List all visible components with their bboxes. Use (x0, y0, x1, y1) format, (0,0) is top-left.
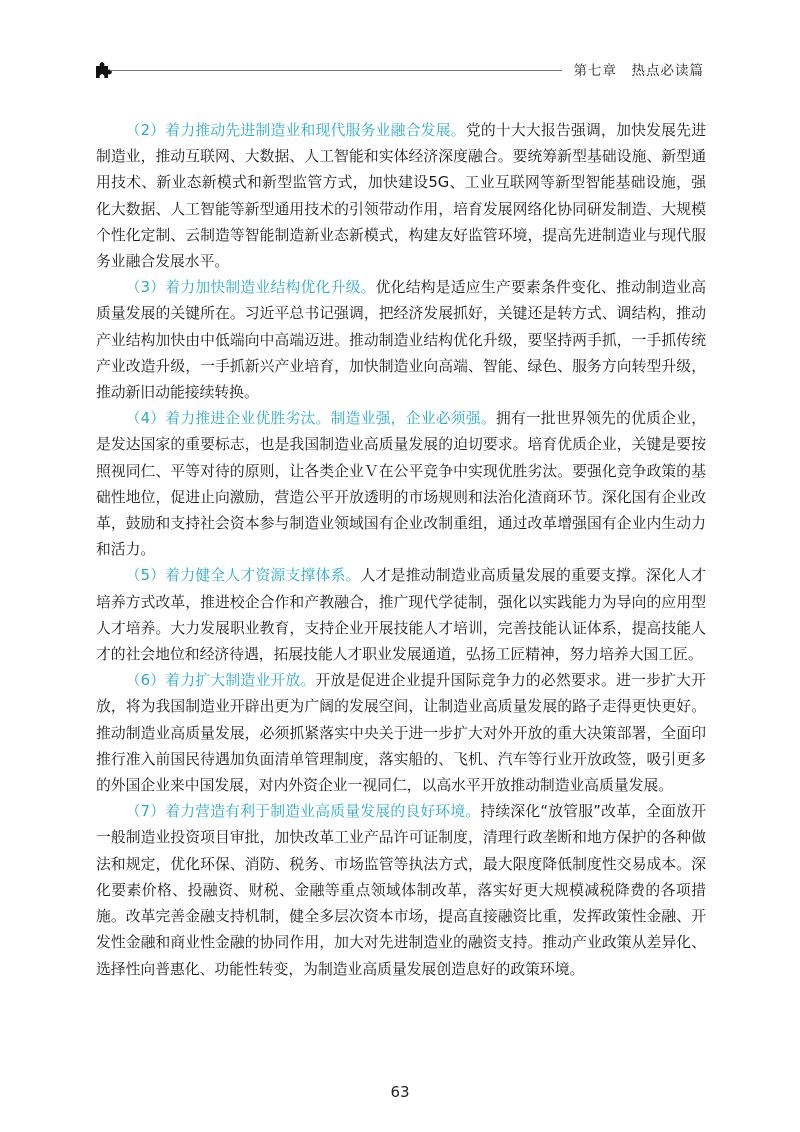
paragraph-heading: （2）着力推动先进制造业和现代服务业融合发展。 (125, 122, 466, 139)
header-rule (110, 70, 562, 71)
paragraph (96, 799, 706, 982)
paragraph-text: 人才是推动制造业高质量发展的重要支撑。深化人才培养方式改革，推进校企合作和产教融合，推广现代学徒制，强化以实践能力为导向的应用型人才培养。大力发展职业教育，支持企业开展技能人才培训，完善技能认证体系，提高技能人才的社会地位和经济待遇，拓展技能人才职业发展通道，弘扬工匠精神，努力培养大国工匠。 (96, 567, 706, 664)
chapter-title: 第七章 热点必读篇 (573, 63, 704, 79)
paragraph (96, 406, 706, 563)
paragraph-heading: （6）着力扩大制造业开放。 (125, 672, 316, 690)
paragraph-heading: （4）着力推进企业优胜劣汰。制造业强，企业必须强。 (125, 410, 496, 428)
paragraph-heading: （3）着力加快制造业结构优化升级。 (125, 279, 376, 297)
body-text (96, 118, 706, 983)
paragraph-text: 优化结构是适应生产要素条件变化、推动制造业高质量发展的关键所在。习近平总书记强调，把经济发展抓好，关键还是转方式、调结构，推动产业结构加快由中低端向中高端迈进。推动制造业结构优化升级，要坚持两手抓，一手抓传统产业改造升级，一手抓新兴产业培育，加快制造业向高端、智能、绿色、服务方向转型升级，推动新旧动能接续转换。 (96, 279, 706, 402)
paragraph-text: 持续深化“放管服”改革，全面放开一般制造业投资项目审批，加快改革工业产品许可证制度，清理行政垄断和地方保护的各种做法和规定，优化环保、消防、税务、市场监管等执法方式，最大限度降低制度性交易成本。深化要素价格、投融资、财税、金融等重点领域体制改革，落实好更大规模减税降费的各项措施。改革完善金融支持机制，健全多层次资本市场，提高直接融资比重，发挥政策性金融、开发性金融和商业性金融的协同作用，加大对先进制造业的融资支持。推动产业政策从差异化、选择性向普惠化、功能性转变，为制造业高质量发展创造息好的政策环境。 (96, 803, 706, 978)
paragraph (96, 563, 706, 668)
puzzle-icon (94, 62, 112, 80)
paragraph-text: 拥有一批世界领先的优质企业，是发达国家的重要标志，也是我国制造业高质量发展的迫切要求。培育优质企业，关键是要按照视同仁、平等对待的原则，让各类企业Ｖ在公平竞争中实现优胜劣汰。要强化竞争政策的基础性地位，促进止向激励，营造公平开放透明的市场规则和法治化渣商环节。深化国有企业改革，鼓励和支持社会资本参与制造业领域国有企业改制重组，通过改革增强国有企业内生动力和活力。 (96, 410, 706, 559)
paragraph-heading: （5）着力健全人才资源支撑体系。 (125, 567, 361, 585)
page-number: 63 (390, 1083, 410, 1101)
paragraph (96, 668, 706, 799)
paragraph (96, 275, 706, 406)
running-header (94, 62, 704, 82)
paragraph-text: 党的十大大报告强调，加快发展先进制造业，推动互联网、大数据、人工智能和实体经济深度融合。要统筹新型基础设施、新型通用技术、新业态新模式和新型监管方式，加快建设5G、工业互联网等新型智能基础设施，强化大数据、人工智能等新型通用技术的引领带动作用，培育发展网络化协同研发制造、大规模个性化定制、云制造等智能制造新业态新模式，构建友好监管环境，提高先进制造业与现代服务业融合发展水平。 (96, 122, 706, 271)
paragraph (96, 118, 706, 275)
paragraph-heading: （7）着力营造有利于制造业高质量发展的良好环境。 (125, 803, 481, 821)
paragraph-text: 开放是促进企业提升国际竞争力的必然要求。进一步扩大开放，将为我国制造业开辟出更为广阔的发展空间，让制造业高质量发展的路子走得更快更好。推动制造业高质量发展，必须抓紧落实中央关于进一步扩大对外开放的重大决策部署，全面印推行准入前国民待遇加负面清单管理制度，落实船的、飞机、汽车等行业开放政签，吸引更多的外国企业来中国发展，对内外资企业一视同仁，以高水平开放推动制造业高质量发展。 (96, 672, 706, 795)
